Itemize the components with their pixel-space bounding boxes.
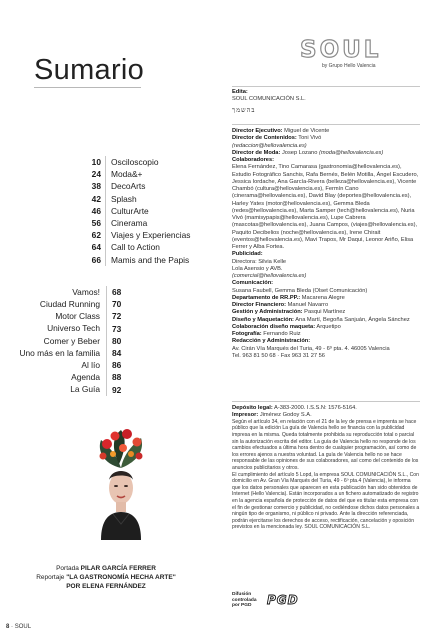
edita-label: Edita: [232,89,248,95]
publicidad-label: Publicidad: [232,251,263,258]
toc-item [40,229,190,241]
toc-section-label: Agenda [71,372,100,383]
masthead-rule [232,124,420,125]
masthead-top-rule [232,86,420,87]
toc-page-number: 68 [112,287,122,298]
soul-logo [300,38,410,69]
comunicacion-value: Susana Faubell, Gemma Bleda (Olset Comunicación) [232,287,368,294]
contenidos-value: Toni Vivó [298,135,322,142]
financiero-value: Manuel Navarro [287,302,329,308]
toc-divider [106,310,107,322]
toc-section-label: Universo Tech [47,323,100,334]
toc-divider [105,193,106,205]
edita-block [232,89,420,114]
toc-page-number: 86 [112,360,122,371]
colab-diseno-label: Colaboración diseño maqueta: [232,323,316,330]
director-value: Miguel de Vicente [284,128,330,134]
moda-email: (moda@hellovalencia.es) [318,149,384,156]
toc-divider [105,217,106,229]
deposito-label: Depósito legal: [232,405,273,411]
impresor-value: Jiménez Godoy S.A. [259,411,312,418]
redaccion-address: Av. Cirán Vía Marqués del Turia, 49 - 6º pta. 4. 46005 Valencia [232,345,390,352]
toc-item [6,298,121,310]
toc-page-number: 92 [112,384,122,395]
toc-section-label: Comer y Beber [43,335,100,346]
page-footer: 8 · SOUL [6,624,32,630]
toc-page-number: 10 [91,157,101,168]
deposito-value: A-383-2000. I.S.S.N: 1576-5164. [274,405,357,411]
contenidos-label: Director de Contenidos: [232,135,297,142]
toc-section-label: La Guía [70,384,100,395]
toc-top-list [40,156,190,266]
moda-label: Director de Moda: [232,149,281,156]
toc-section-label: Uno más en la familia [19,347,100,358]
reportaje-author-line [0,583,212,590]
toc-page-number: 62 [91,230,101,241]
publicidad-team: Lola Asensio y AVB. [232,265,283,272]
toc-page-number: 42 [91,193,101,204]
reportaje-author: POR ELENA FERNÁNDEZ [66,583,146,590]
toc-section-label: Motor Class [55,311,100,322]
toc-divider [105,156,106,168]
toc-section-label: DecoArts [111,181,146,192]
publicidad-email: (comercial@hellovalencia.es) [232,273,307,279]
toc-item [6,323,121,335]
toc-divider [105,168,106,180]
fotografia-label: Fotografía: [232,331,262,337]
toc-divider [106,335,107,347]
toc-section-label: Ciudad Running [39,298,100,309]
toc-divider [106,298,107,310]
footer-brand: SOUL [14,624,32,630]
fotografia-value: Fernando Ruiz [263,331,301,337]
comunicacion-label: Comunicación: [232,280,274,287]
toc-divider [105,254,106,266]
portada-name: PILAR GARCÍA FERRER [80,565,156,572]
toc-page-number: 72 [112,311,122,322]
toc-divider [106,286,107,298]
contenidos-email: (redaccion@hellovalencia.es) [232,142,307,149]
toc-item [40,241,190,253]
toc-section-label: CulturArte [111,205,149,216]
toc-item [40,168,190,180]
impresor-label: Impresor: [232,411,259,418]
masthead-legal [232,405,420,531]
toc-section-label: Al lío [81,359,100,370]
toc-item [6,335,121,347]
cover-credit [0,565,212,572]
toc-item [6,359,121,371]
toc-section-label: Mamis and the Papis [111,254,190,265]
toc-item [40,217,190,229]
logo-subtitle: by Grupo Hello Valencia [322,63,376,69]
rrpp-value: Macarena Alegre [301,294,345,301]
title-underline [34,87,141,88]
toc-page-number: 24 [91,169,101,180]
hebrew-mark: בהשמך [232,105,256,114]
toc-divider [105,180,106,192]
masthead-legal-rule [232,401,420,402]
publicidad-director: Directora: Silvia Kelle [232,258,287,265]
cover-illustration [93,428,149,540]
pgd-logo: PGD [267,593,299,607]
toc-page-number: 46 [91,205,101,216]
edita-value: SOUL COMUNICACIÓN S.L. [232,96,306,103]
toc-section-label: Call to Action [111,242,160,253]
toc-page-number: 70 [112,299,122,310]
toc-divider [105,241,106,253]
gestion-label: Gestión y Administración: [232,309,303,316]
masthead-credits [232,128,420,360]
logo-wordmark: SOUL [300,37,382,63]
toc-item [40,254,190,266]
moda-value: Josep Lozano [281,149,318,156]
toc-item [40,180,190,192]
toc-item [40,193,190,205]
page-title: Sumario [34,54,145,86]
toc-page-number: 84 [112,348,122,359]
toc-item [6,347,121,359]
financiero-label: Director Financiero: [232,302,287,308]
reportaje-title: "LA GASTRONOMÍA HECHA ARTE" [66,574,176,581]
toc-page-number: 88 [112,372,122,383]
toc-section-label: Viajes y Experiencias [111,230,191,241]
toc-divider [105,229,106,241]
reportaje-credit [0,574,212,581]
diseno-value: Ana Martí, Begoña Sanjuán, Ángela Sánchez [295,316,410,323]
toc-divider [106,371,107,383]
redaccion-label: Redacción y Administración: [232,338,311,345]
gestion-value: Pasqui Martínez [304,309,346,316]
toc-page-number: 66 [91,254,101,265]
toc-section-label: Vamos! [72,286,100,297]
colaboradores-label: Colaboradores: [232,157,275,163]
toc-section-label: Cinerama [111,218,148,229]
toc-item [6,310,121,322]
toc-item [40,156,190,168]
legal-text-2: El cumplimiento del artículo 5 Lopd, la empresa SOUL COMUNICACIÓN S.L., Con domicilio en Av. Gran Vía Marqués del Turia, 49 - 6º pta.4 (Valencia), le informa que los datos personales que aparecen en esta publicación han sido obtenidos de Internet (Hello Valencia). Están incorporados a un fichero automatizado de registro en la agencia española de protección de datos del que es titular esta empresa con el fin de gestionar comercio y publicidad, no cediéndose dichos datos personales a ningún tipo de organismo, ni público ni privado. Ante la dirección referenciada, podrán ejercitarse los derechos de acceso, rectificación, cancelación y oposición previstos en la mencionada ley. SOUL COMUNICACIÓN S.L. [232,471,420,531]
legal-text-1: Según el artículo 34, en relación con el 21 de la ley de prensa e imprenta se hace público que la edición La guía de Valencia hello se financia con la publicidad impresa en la misma. Queda totalmente prohibida su reproducción total o parcial sin la autorización escrita del editor. La guía de Valencia hello no responde de los cambios efectuados a última hora dentro de cualquier programación, así como de los errores ajenos a nuestra voluntad. La guía de Valencia hello no se hace responsable de las opiniones de sus colaboradores, así como del contenido de los anuncios publicitarios y otros. [232,418,419,471]
toc-item [6,371,121,383]
toc-page-number: 64 [91,242,101,253]
colaboradores-text: Elena Fernández, Tino Camarasa (gastronomia@hellovalencia.es), Estudio Fotográfico Sanchis, Rafa Bernés, Belén Motilla, Ángel Escudero, Jessica Iordache, Ana García-Rivera (belleza@hellovalencia.es), Vicente Chambó (cultura@hellovalencia.es), Fermín Cano (cinerama@hellovalencia.es), David Blay (deportes@hellovalencia.es), Harley Yates (motor@hellovalencia.es), Gemma Bleda (redes@hellovalencia.es), Marta Samper (tech@hellovalencia.es), Nuria Vivó (mamisypapis@hellovalencia.es), Lupe Cabrera (mascotas@hellovalencia.es), Juana Campos, (viajes@hellovalencia.es), Paquito Decibelios (noche@hellovalencia.es), Irene Chirait (eventos@hellovalencia.es), Mavi Trapos, Mr Daqui, Leonor Ariño, Elisa Ferrer y Alba Fortea. [232,164,419,250]
redaccion-phone: Tel. 963 81 50 68 · Fax 963 31 27 56 [232,352,325,359]
toc-bottom-list [6,286,121,396]
toc-page-number: 38 [91,181,101,192]
toc-item [40,205,190,217]
toc-divider [106,359,107,371]
page-number: 8 [6,624,10,630]
toc-item [6,384,121,396]
toc-page-number: 73 [112,323,122,334]
diseno-label: Diseño y Maquetación: [232,316,294,323]
director-label: Director Ejecutivo: [232,128,283,134]
portada-label: Portada [56,565,79,572]
toc-page-number: 56 [91,218,101,229]
toc-page-number: 80 [112,335,122,346]
toc-divider [106,347,107,359]
reportaje-label: Reportaje [36,574,65,581]
toc-divider [105,205,106,217]
toc-section-label: Splash [111,193,137,204]
toc-item [6,286,121,298]
toc-section-label: Moda&+ [111,169,143,180]
toc-section-label: Osciloscopio [111,157,159,168]
rrpp-label: Departamento de RR.PP.: [232,294,301,301]
toc-divider [106,384,107,396]
difusion-label: Difusión controlada por PGD [232,592,257,609]
toc-divider [106,323,107,335]
colab-diseno-value: Arquetipo [316,323,341,330]
